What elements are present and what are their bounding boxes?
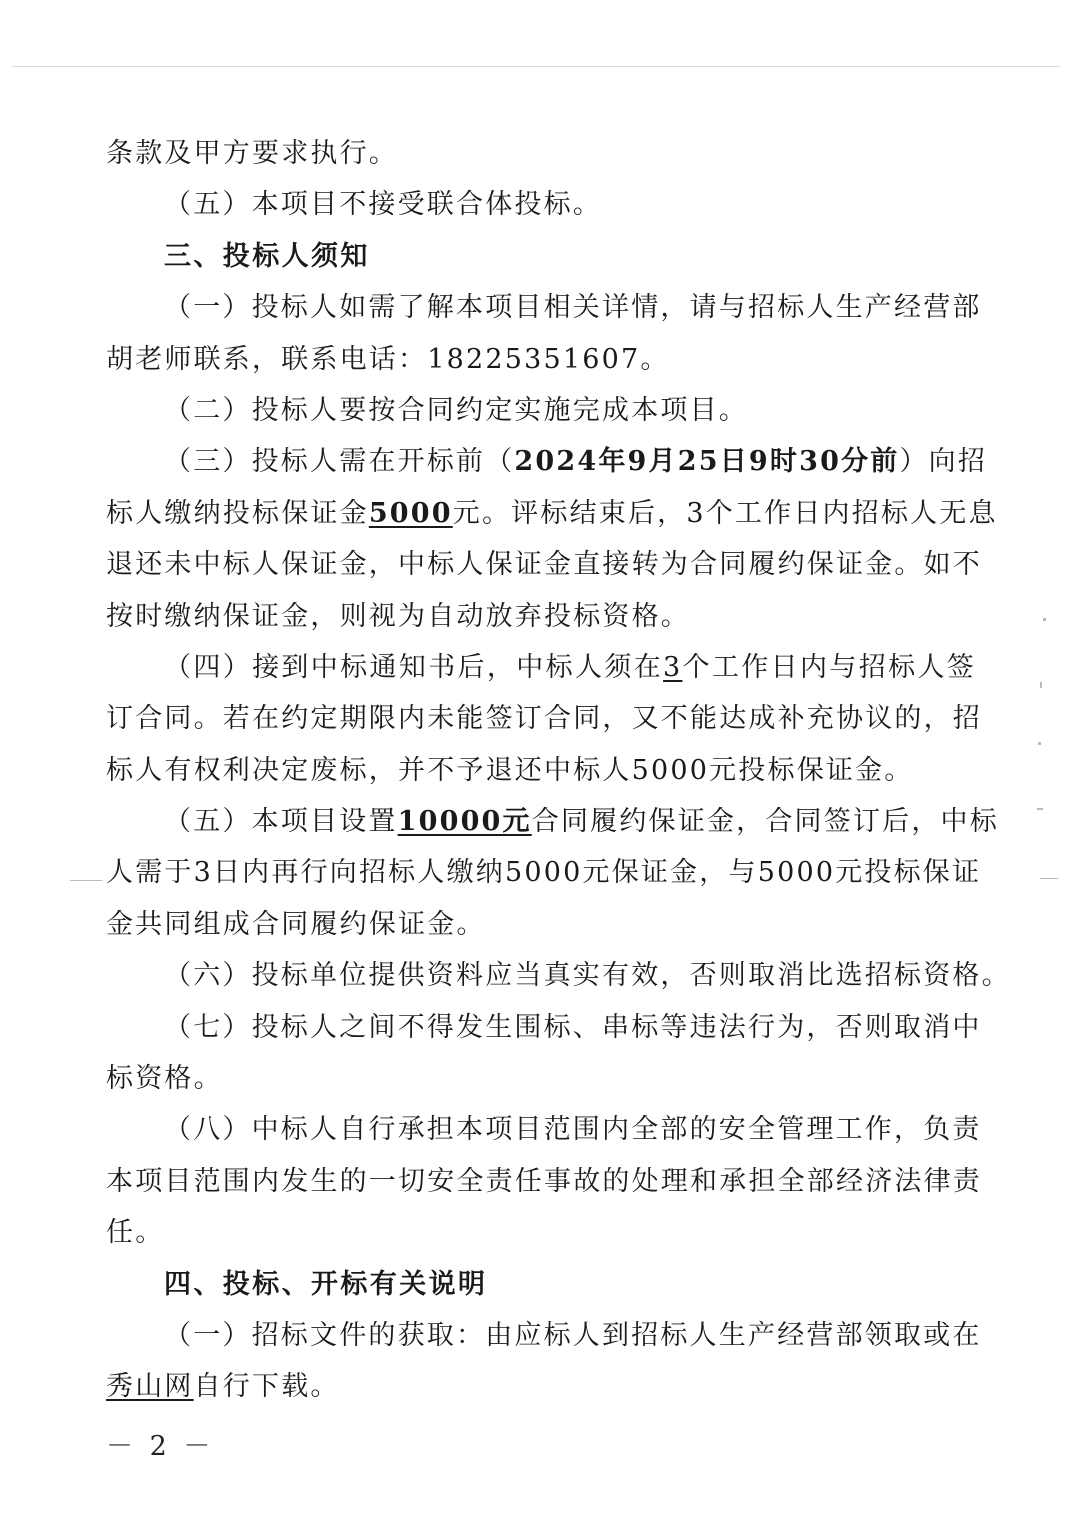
text-segment: （三）投标人需在开标前（ <box>164 446 515 478</box>
paragraph-no-collusion <box>106 1002 982 1105</box>
text-line: 标资格。 <box>106 1063 223 1095</box>
heading-text: 三、投标人须知 <box>164 240 370 272</box>
text-segment: 自行下载。 <box>193 1371 340 1403</box>
text-line: （七）投标人之间不得发生围标、串标等违法行为，否则取消中 <box>164 1011 982 1043</box>
text-line: 订合同。若在约定期限内未能签订合同，又不能达成补充协议的，招 <box>106 703 982 735</box>
text-line: （二）投标人要按合同约定实施完成本项目。 <box>164 394 748 426</box>
text-line: 本项目范围内发生的一切安全责任事故的处理和承担全部经济法律责 <box>106 1165 982 1197</box>
paragraph-contract-signing <box>106 642 982 796</box>
text-line: （八）中标人自行承担本项目范围内全部的安全管理工作，负责 <box>164 1114 982 1146</box>
text-line: （五）本项目不接受联合体投标。 <box>164 189 602 221</box>
text-segment: （四）接到中标通知书后，中标人须在 <box>164 651 664 683</box>
text-line: 按时缴纳保证金，则视为自动放弃投标资格。 <box>106 600 690 632</box>
text-line: 条款及甲方要求执行。 <box>106 138 398 169</box>
performance-bond-amount: 10000元 <box>397 806 532 838</box>
page-number: － 2 － <box>106 1431 215 1462</box>
scan-mark <box>1043 618 1046 621</box>
heading-text: 四、投标、开标有关说明 <box>164 1268 488 1300</box>
text-line: （一）招标文件的获取：由应标人到招标人生产经营部领取或在 <box>164 1319 982 1351</box>
text-line <box>106 642 976 693</box>
text-line: （一）投标人如需了解本项目相关详情，请与招标人生产经营部 <box>164 292 982 324</box>
text-line <box>106 796 999 847</box>
scan-mark <box>1038 742 1041 745</box>
paragraph-bid-bond <box>106 436 998 642</box>
text-segment: （五）本项目设置 <box>164 806 398 838</box>
section-heading-bidder-notice <box>106 231 976 282</box>
scan-mark <box>70 880 102 881</box>
document-page <box>106 128 1011 1413</box>
paragraph-continuation <box>106 128 976 179</box>
paragraph-contact <box>106 282 982 385</box>
paragraph-contract-implementation <box>106 385 976 436</box>
section-heading-bid-opening <box>106 1259 976 1310</box>
text-segment: 元。评标结束后，3个工作日内招标人无息 <box>452 497 998 529</box>
text-segment: ）向招 <box>899 446 988 478</box>
text-line: 标人有权利决定废标，并不予退还中标人5000元投标保证金。 <box>106 754 914 786</box>
text-line: 金共同组成合同履约保证金。 <box>106 908 486 940</box>
text-line <box>106 488 998 539</box>
text-line: （六）投标单位提供资料应当真实有效，否则取消比选招标资格。 <box>164 960 1011 992</box>
scan-mark <box>1040 682 1042 688</box>
days-value: 3 <box>663 651 683 683</box>
deadline-text: 2024年9月25日9时30分前 <box>514 446 900 478</box>
paragraph-safety-responsibility <box>106 1104 982 1258</box>
bond-amount: 5000 <box>368 497 453 529</box>
text-line: 退还未中标人保证金，中标人保证金直接转为合同履约保证金。如不 <box>106 549 982 581</box>
text-line: 任。 <box>106 1217 165 1249</box>
text-segment: 合同履约保证金，合同签订后，中标 <box>531 806 999 838</box>
text-line: 人需于3日内再行向招标人缴纳5000元保证金，与5000元投标保证 <box>106 857 982 889</box>
text-line <box>106 436 988 487</box>
paragraph-authentic-materials <box>106 950 1011 1001</box>
website-name: 秀山网 <box>106 1371 194 1403</box>
text-line: 胡老师联系，联系电话：18225351607。 <box>106 343 670 375</box>
paragraph-document-acquisition <box>106 1310 982 1413</box>
text-line <box>106 1361 976 1412</box>
paragraph-performance-bond <box>106 796 999 950</box>
text-segment: 标人缴纳投标保证金 <box>106 497 369 529</box>
paragraph-no-consortium <box>106 179 976 230</box>
scan-mark <box>1040 878 1058 879</box>
text-segment: 个工作日内与招标人签 <box>682 651 976 683</box>
scan-mark <box>1037 808 1043 810</box>
top-rule <box>12 66 1060 67</box>
